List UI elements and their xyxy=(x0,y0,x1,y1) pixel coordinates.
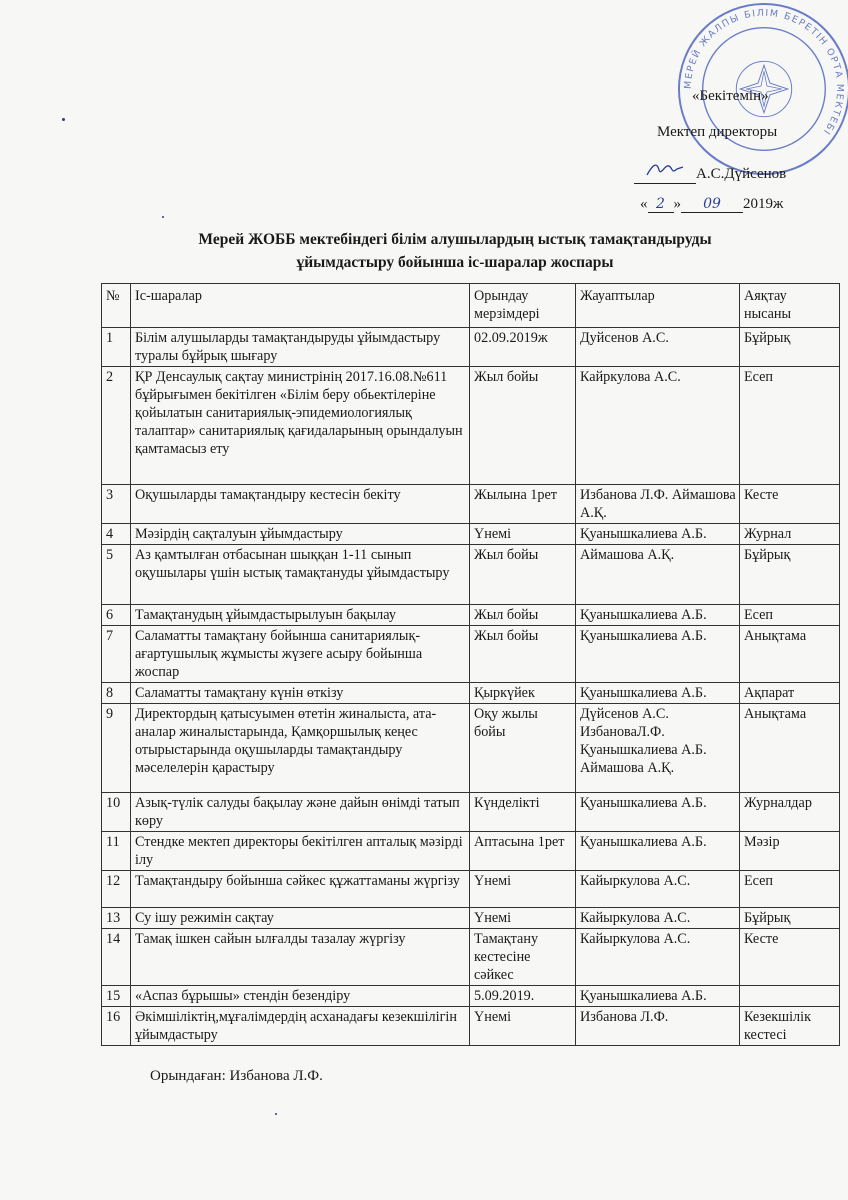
header-activity: Іс-шаралар xyxy=(131,284,470,328)
signature-scribble xyxy=(645,160,685,178)
row-responsible: Қуанышкалиева А.Б. xyxy=(576,605,740,626)
date-day: 2 xyxy=(648,196,674,213)
row-num: 6 xyxy=(102,605,131,626)
table-body xyxy=(102,328,840,1046)
row-activity: Тамақ ішкен сайын ылғалды тазалау жүргізу xyxy=(131,929,470,986)
header-num: № xyxy=(102,284,131,328)
row-responsible: Дуйсенов А.С. xyxy=(576,328,740,367)
header-due: Орындау мерзімдері xyxy=(470,284,576,328)
signature-mark xyxy=(634,160,696,184)
scan-speck xyxy=(162,216,164,218)
header-responsible: Жауаптылар xyxy=(576,284,740,328)
table-row xyxy=(102,545,840,605)
row-form: Анықтама xyxy=(740,626,840,683)
row-due: Үнемі xyxy=(470,524,576,545)
table-row xyxy=(102,524,840,545)
row-num: 15 xyxy=(102,986,131,1007)
row-activity: Азық-түлік салуды бақылау және дайын өнімді татып көру xyxy=(131,793,470,832)
table-header-row xyxy=(102,284,840,328)
row-due: Тамақтану кестесіне сәйкес xyxy=(470,929,576,986)
date-close-quote: » xyxy=(673,196,681,212)
row-activity: Оқушыларды тамақтандыру кестесін бекіту xyxy=(131,485,470,524)
row-due: Үнемі xyxy=(470,871,576,908)
row-num: 7 xyxy=(102,626,131,683)
row-activity: Мәзірдің сақталуын ұйымдастыру xyxy=(131,524,470,545)
row-responsible: Кайркулова А.С. xyxy=(576,367,740,485)
row-due: Жылына 1рет xyxy=(470,485,576,524)
row-activity: Білім алушыларды тамақтандыруды ұйымдастыру туралы бұйрық шығару xyxy=(131,328,470,367)
row-due: Жыл бойы xyxy=(470,545,576,605)
approval-title: «Бекітемін» xyxy=(692,88,769,104)
row-form: Кесте xyxy=(740,929,840,986)
row-form: Кезекшілік кестесі xyxy=(740,1007,840,1046)
table-row xyxy=(102,929,840,986)
row-num: 5 xyxy=(102,545,131,605)
row-form: Бұйрық xyxy=(740,545,840,605)
row-form: Мәзір xyxy=(740,832,840,871)
executor-note: Орындаған: Избанова Л.Ф. xyxy=(150,1068,323,1084)
scan-speck xyxy=(275,1113,277,1115)
table-row xyxy=(102,1007,840,1046)
date-year: 2019ж xyxy=(743,196,784,212)
approval-date xyxy=(640,196,783,213)
table-row xyxy=(102,626,840,683)
row-form: Журналдар xyxy=(740,793,840,832)
row-form: Есеп xyxy=(740,367,840,485)
row-due: Үнемі xyxy=(470,1007,576,1046)
row-num: 14 xyxy=(102,929,131,986)
row-due: 02.09.2019ж xyxy=(470,328,576,367)
row-responsible: Қуанышкалиева А.Б. xyxy=(576,832,740,871)
table-row xyxy=(102,683,840,704)
row-responsible: Избанова Л.Ф. Аймашова А.Қ. xyxy=(576,485,740,524)
director-name: А.С.Дүйсенов xyxy=(696,166,787,182)
table-row xyxy=(102,605,840,626)
row-form: Анықтама xyxy=(740,704,840,793)
row-responsible: Қуанышкалиева А.Б. xyxy=(576,793,740,832)
row-num: 16 xyxy=(102,1007,131,1046)
row-form xyxy=(740,986,840,1007)
row-num: 2 xyxy=(102,367,131,485)
row-activity: Саламатты тамақтану бойынша санитариялық-ағартушылық жұмысты жүзеге асыру бойынша жоспар xyxy=(131,626,470,683)
row-num: 11 xyxy=(102,832,131,871)
row-responsible: Избанова Л.Ф. xyxy=(576,1007,740,1046)
document-title xyxy=(100,228,810,274)
row-due: Жыл бойы xyxy=(470,367,576,485)
row-responsible: Қуанышкалиева А.Б. xyxy=(576,524,740,545)
row-responsible: Қуанышкалиева А.Б. xyxy=(576,683,740,704)
row-num: 3 xyxy=(102,485,131,524)
row-responsible: Кайыркулова А.С. xyxy=(576,908,740,929)
table-row xyxy=(102,485,840,524)
title-line-2: ұйымдастыру бойынша іс-шаралар жоспары xyxy=(296,254,614,271)
row-responsible: Дүйсенов А.С. ИзбановаЛ.Ф. Қуанышкалиева А.Б. Аймашова А.Қ. xyxy=(576,704,740,793)
date-month: 09 xyxy=(681,196,743,213)
row-form: Бұйрық xyxy=(740,328,840,367)
row-due: Үнемі xyxy=(470,908,576,929)
row-num: 12 xyxy=(102,871,131,908)
row-form: Есеп xyxy=(740,605,840,626)
row-responsible: Қуанышкалиева А.Б. xyxy=(576,626,740,683)
row-form: Ақпарат xyxy=(740,683,840,704)
row-responsible: Қуанышкалиева А.Б. xyxy=(576,986,740,1007)
row-responsible: Кайыркулова А.С. xyxy=(576,929,740,986)
approval-role: Мектеп директоры xyxy=(657,124,778,140)
stamp-text: МЕРЕЙ ЖАЛПЫ БІЛІМ БЕРЕТІН ОРТА МЕКТЕБІ xyxy=(682,7,846,138)
row-due: Күнделікті xyxy=(470,793,576,832)
row-activity: Аз қамтылған отбасынан шыққан 1-11 сынып оқушылары үшін ыстық тамақтануды ұйымдастыру xyxy=(131,545,470,605)
row-activity: Стендке мектеп директоры бекітілген апталық мәзірді ілу xyxy=(131,832,470,871)
row-num: 4 xyxy=(102,524,131,545)
row-activity: Су ішу режимін сақтау xyxy=(131,908,470,929)
activities-table xyxy=(101,283,840,1046)
header-form: Аяқтау нысаны xyxy=(740,284,840,328)
table-row xyxy=(102,832,840,871)
row-activity: «Аспаз бұрышы» стендін безендіру xyxy=(131,986,470,1007)
row-due: Қыркүйек xyxy=(470,683,576,704)
row-form: Журнал xyxy=(740,524,840,545)
row-activity: Директордың қатысуымен өтетін жиналыста, ата-аналар жиналыстарында, Қамқоршылық кеңес отырыстарында оқушыларды тамақтандыру мәселелерін қарастыру xyxy=(131,704,470,793)
row-num: 1 xyxy=(102,328,131,367)
row-due: Оқу жылы бойы xyxy=(470,704,576,793)
table-row xyxy=(102,793,840,832)
row-num: 9 xyxy=(102,704,131,793)
row-activity: Саламатты тамақтану күнін өткізу xyxy=(131,683,470,704)
row-activity: Әкімшіліктің,мұғалімдердің асханадағы кезекшілігін ұйымдастыру xyxy=(131,1007,470,1046)
row-due: 5.09.2019. xyxy=(470,986,576,1007)
table-row xyxy=(102,986,840,1007)
row-activity: Тамақтандыру бойынша сәйкес құжаттаманы жүргізу xyxy=(131,871,470,908)
row-due: Жыл бойы xyxy=(470,605,576,626)
row-responsible: Кайыркулова А.С. xyxy=(576,871,740,908)
row-num: 8 xyxy=(102,683,131,704)
table-row xyxy=(102,704,840,793)
row-due: Жыл бойы xyxy=(470,626,576,683)
table-row xyxy=(102,328,840,367)
approval-signature-line xyxy=(634,160,786,184)
row-num: 13 xyxy=(102,908,131,929)
scan-speck xyxy=(62,118,65,121)
row-form: Кесте xyxy=(740,485,840,524)
row-form: Есеп xyxy=(740,871,840,908)
row-form: Бұйрық xyxy=(740,908,840,929)
date-open-quote: « xyxy=(640,196,648,212)
table-row xyxy=(102,367,840,485)
row-responsible: Аймашова А.Қ. xyxy=(576,545,740,605)
table-row xyxy=(102,908,840,929)
row-due: Аптасына 1рет xyxy=(470,832,576,871)
table-row xyxy=(102,871,840,908)
row-activity: Тамақтанудың ұйымдастырылуын бақылау xyxy=(131,605,470,626)
row-num: 10 xyxy=(102,793,131,832)
row-activity: ҚР Денсаулық сақтау министрінің 2017.16.08.№611 бұйрығымен бекітілген «Білім беру обьектілеріне қойылатын санитариялық-эпидемиологиялық талаптар» санитариялық қағидаларының орындалуын қамтамасыз ету xyxy=(131,367,470,485)
title-line-1: Мерей ЖОББ мектебіндегі білім алушылардың ыстық тамақтандыруды xyxy=(198,231,712,248)
